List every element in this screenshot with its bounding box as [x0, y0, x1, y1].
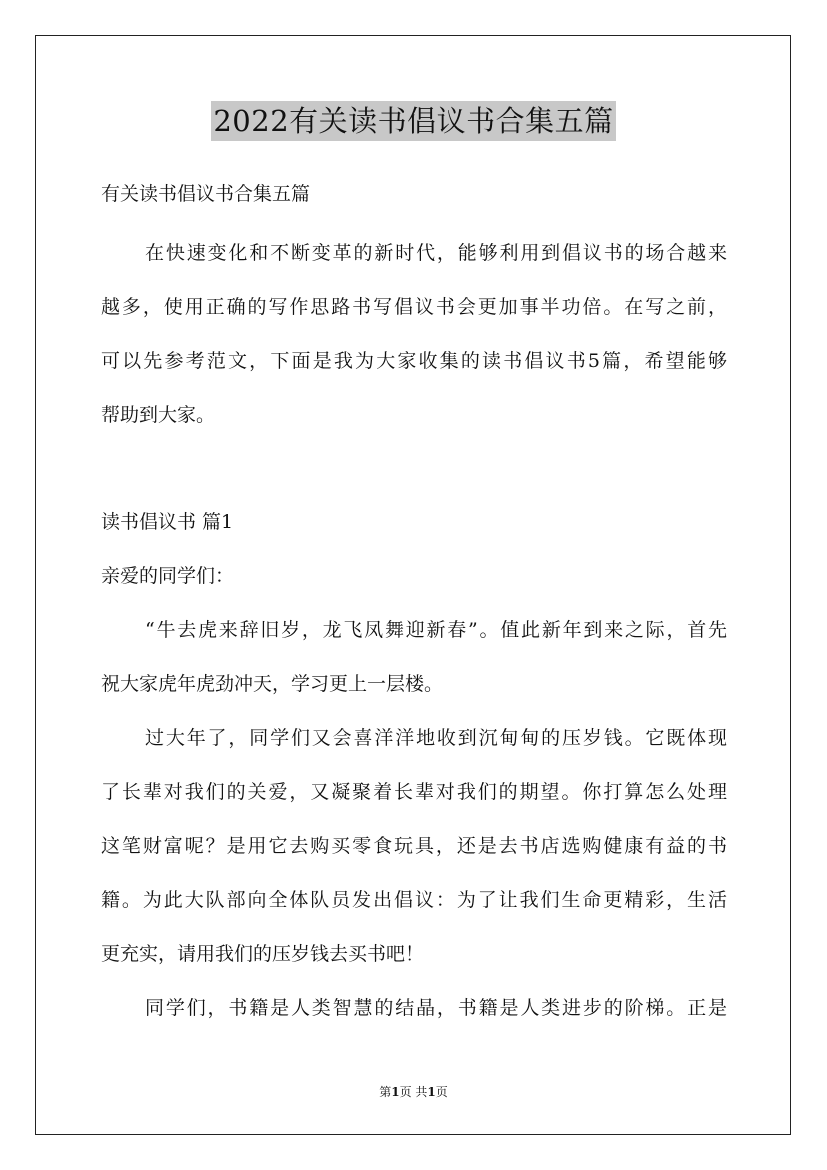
spacer [101, 442, 727, 495]
intro-line: 帮助到大家。 [101, 404, 216, 426]
footer-prefix: 第 [379, 1085, 392, 1099]
paragraph-line: 籍。为此大队部向全体队员发出倡议：为了让我们生命更精彩，生活 [101, 889, 727, 911]
title-block [0, 101, 827, 141]
page-footer [0, 1083, 827, 1100]
intro-line: 越多，使用正确的写作思路书写倡议书会更加事半功倍。在写之前， [101, 296, 727, 318]
footer-mid: 页 共 [399, 1085, 428, 1099]
footer-page-number: 1 [391, 1085, 400, 1099]
paragraph-2 [101, 711, 727, 981]
paragraph-line: 更充实，请用我们的压岁钱去买书吧！ [101, 943, 425, 965]
paragraph-line: “牛去虎来辞旧岁，龙飞凤舞迎新春”。值此新年到来之际，首先 [145, 619, 727, 641]
greeting: 亲爱的同学们： [101, 565, 235, 587]
footer-total-pages: 1 [427, 1085, 436, 1099]
document-body [101, 176, 727, 1035]
document-title: 2022有关读书倡议书合集五篇 [211, 101, 615, 141]
paragraph-1 [101, 603, 727, 711]
intro-paragraph [101, 226, 727, 442]
paragraph-line: 过大年了，同学们又会喜洋洋地收到沉甸甸的压岁钱。它既体现 [145, 727, 727, 749]
paragraph-line: 同学们，书籍是人类智慧的结晶，书籍是人类进步的阶梯。正是 [145, 997, 727, 1019]
intro-line: 可以先参考范文，下面是我为大家收集的读书倡议书5篇，希望能够 [101, 350, 727, 372]
footer-suffix: 页 [435, 1085, 448, 1099]
paragraph-line: 祝大家虎年虎劲冲天，学习更上一层楼。 [101, 673, 444, 695]
section-heading: 读书倡议书 篇1 [101, 511, 234, 533]
subtitle: 有关读书倡议书合集五篇 [101, 183, 311, 205]
paragraph-3 [101, 981, 727, 1035]
paragraph-line: 了长辈对我们的关爱，又凝聚着长辈对我们的期望。你打算怎么处理 [101, 781, 727, 803]
paragraph-line: 这笔财富呢？是用它去购买零食玩具，还是去书店选购健康有益的书 [101, 835, 727, 857]
intro-line: 在快速变化和不断变革的新时代，能够利用到倡议书的场合越来 [145, 242, 727, 264]
